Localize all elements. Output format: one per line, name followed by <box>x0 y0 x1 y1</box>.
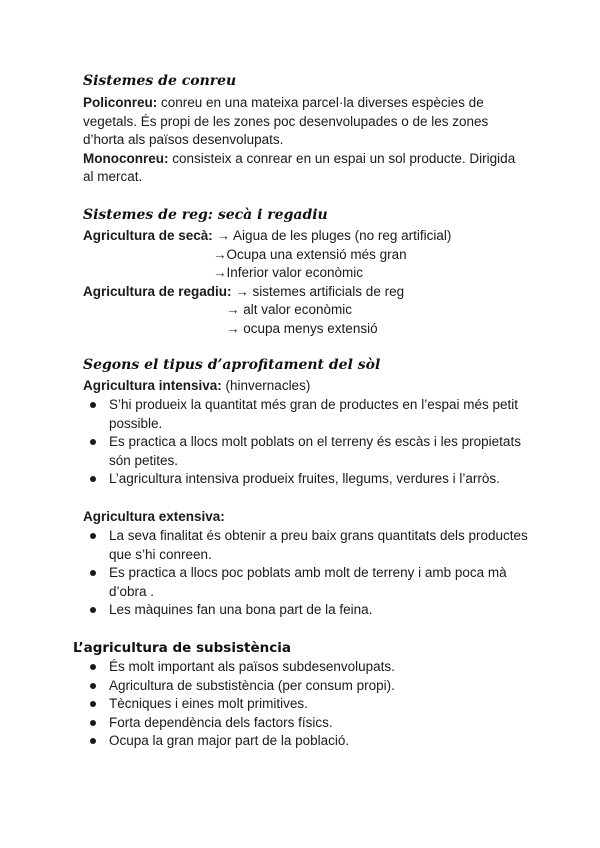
regadiu-item: → sistemes artificials de reg <box>231 283 405 299</box>
policonreu-label: Policonreu: <box>83 95 158 110</box>
intensiva-heading <box>83 377 523 396</box>
list-item: Es practica a llocs molt poblats on el terreny és escàs i les propietats són petites. <box>90 433 530 470</box>
policonreu-text: conreu en una mateixa parcel·la diverses espècies de vegetals. És propi de les zones poc desenvolupades o de les zones d’horta als països desenvolupats. <box>83 95 489 147</box>
seca-label: Agricultura de secà: <box>83 228 213 243</box>
regadiu-label: Agricultura de regadiu: <box>83 283 232 299</box>
section-title-agricultura-de-subsistencia: L’agricultura de subsistència <box>73 640 291 656</box>
list-item: És molt important als països subdesenvolupats. <box>90 658 530 677</box>
subsistencia-list <box>90 658 530 751</box>
seca-item: → Aigua de les pluges (no reg artificial) <box>212 228 452 243</box>
section-title-sistemes-de-conreu: Sistemes de conreu <box>83 73 237 89</box>
seca-item: →Inferior valor econòmic <box>213 265 364 280</box>
policonreu-paragraph <box>83 94 523 150</box>
list-item: La seva finalitat és obtenir a preu baix grans quantitats dels productes que s’hi conreen. <box>90 527 530 564</box>
section-title-sistemes-de-reg: Sistemes de reg: secà i regadiu <box>83 207 328 223</box>
list-item: Agricultura de substistència (per consum propi). <box>90 677 530 696</box>
section-sistemes-de-reg <box>83 227 523 338</box>
monoconreu-text: consisteix a conrear en un espai un sol producte. Dirigida al mercat. <box>83 150 516 184</box>
list-item: Forta dependència dels factors físics. <box>90 714 530 733</box>
extensiva-label: Agricultura extensiva: <box>83 509 225 524</box>
intensiva-label: Agricultura intensiva: <box>83 378 222 393</box>
list-item: L’agricultura intensiva produeix fruites, llegums, verdures i l’arròs. <box>90 470 530 489</box>
intensiva-list <box>90 396 530 489</box>
monoconreu-paragraph <box>83 150 523 187</box>
section-title-aprofitament-del-sol: Segons el tipus d’aprofitament del sòl <box>83 357 381 373</box>
seca-item: →Ocupa una extensió més gran <box>213 246 407 262</box>
regadiu-item: → alt valor econòmic <box>226 302 353 317</box>
monoconreu-label: Monoconreu: <box>83 150 169 166</box>
list-item: S’hi produeix la quantitat més gran de productes en l’espai més petit possible. <box>90 396 530 433</box>
list-item: Es practica a llocs poc poblats amb molt de terreny i amb poca mà d’obra . <box>90 564 530 601</box>
seca-line-1 <box>83 227 523 246</box>
regadiu-item: → ocupa menys extensió <box>226 320 378 336</box>
list-item: Ocupa la gran major part de la població. <box>90 732 530 751</box>
list-item: Les màquines fan una bona part de la feina. <box>90 601 530 620</box>
extensiva-list <box>90 527 530 620</box>
extensiva-heading <box>83 508 523 527</box>
intensiva-note: (hinvernacles) <box>221 378 311 393</box>
section-sistemes-de-conreu <box>83 94 523 187</box>
regadiu-line-1 <box>83 283 523 302</box>
list-item: Tècniques i eines molt primitives. <box>90 695 530 714</box>
